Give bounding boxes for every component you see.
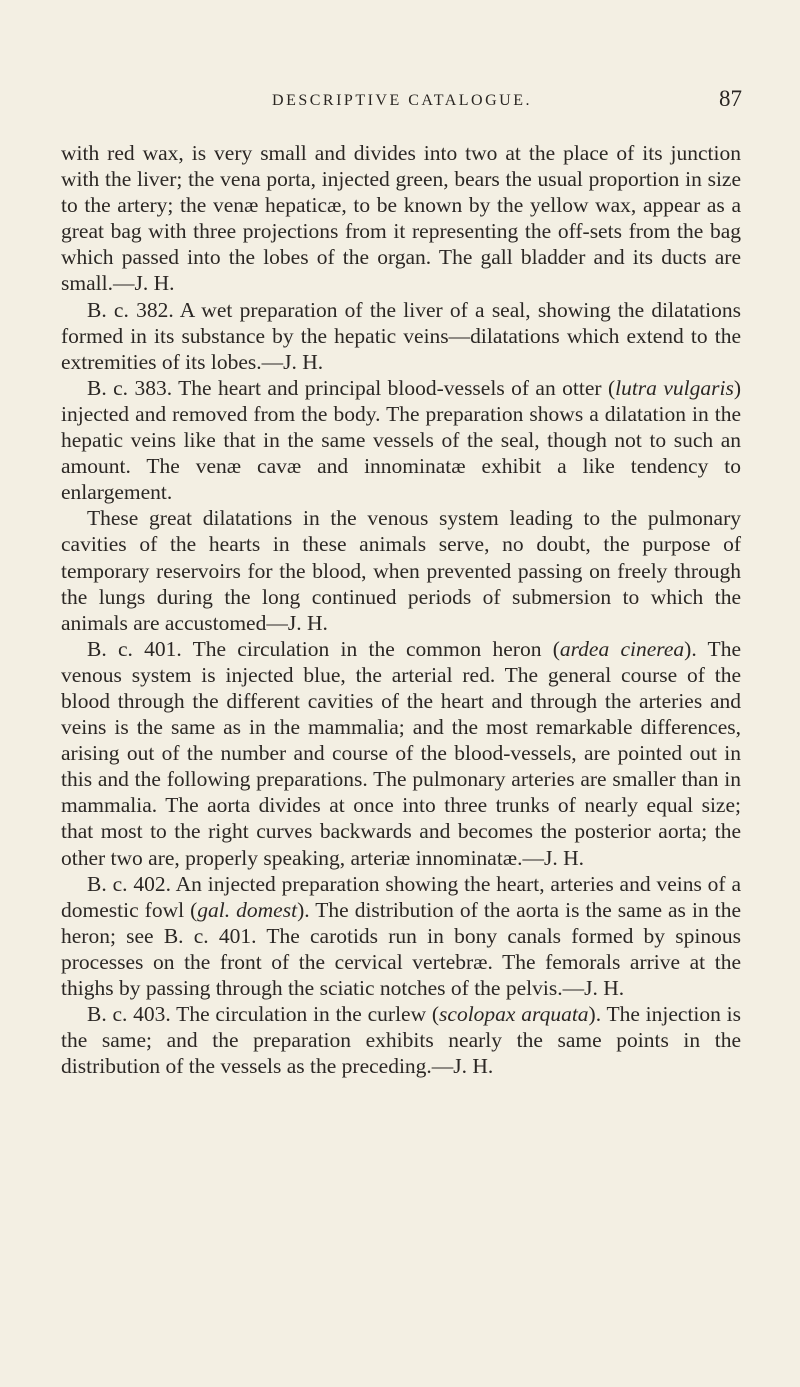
paragraph-text: ). The distribution of the aorta is the same as in the heron; see B. c. 401. The carotids run in bony canals formed by spinous processes on the front of the cervical vertebræ. The femorals arrive at the thighs by passing through the sciatic notches of the pelvis.—J. H. [61,897,741,1000]
species-name: ardea cinerea [559,636,685,661]
paragraph-text: B. c. 383. The heart and principal blood-vessels of an otter ( [87,375,616,400]
entry-bc-403 [61,1001,741,1079]
paragraph-text: ). The venous system is injected blue, the arterial red. The general course of the blood through the different cavities of the heart and through the arteries and veins is the same as in the mammalia; and the most remarkable differences, arising out of the number and course of the blood-vessels, are pointed out in this and the following preparations. The pulmonary arteries are smaller than in mammalia. The aorta divides at once into three trunks of nearly equal size; that most to the right curves backwards and becomes the posterior aorta; the other two are, properly speaking, arteriæ innominatæ.—J. H. [61,636,741,870]
paragraph-text: B. c. 401. The circulation in the common heron ( [87,636,560,661]
entry-bc-402 [61,871,741,1001]
running-head [62,86,742,116]
paragraph-text: B. c. 382. A wet preparation of the liver of a seal, showing the dilatations formed in its substance by the hepatic veins—dilatations which extend to the extremities of its lobes.—J. H. [61,297,741,374]
page-number: 87 [719,86,742,111]
entry-bc-382 [61,297,741,375]
species-name: gal. domest [197,897,298,922]
paragraph-text: with red wax, is very small and divides into two at the place of its junction with the liver; the vena porta, injected green, bears the usual proportion in size to the artery; the venæ hepaticæ, to be known by the yellow wax, appear as a great bag with three projections from it representing the off-sets from the bag which passed into the lobes of the organ. The gall bladder and its ducts are small.—J. H. [61,141,741,296]
paragraph-continued [61,140,741,297]
entry-bc-401 [61,636,741,871]
commentary-paragraph [61,505,741,635]
species-name: scolopax arquata [439,1002,589,1027]
paragraph-text: ). The injection is the same; and the preparation exhibits nearly the same points in the distribution of the vessels as the preceding.—J. H. [61,1002,742,1079]
running-title: DESCRIPTIVE CATALOGUE. [272,92,532,109]
paragraph-text: ) injected and removed from the body. The preparation shows a dilatation in the hepatic veins like that in the same vessels of the seal, though not to such an amount. The venæ cavæ and innominatæ exhibit a like tendency to enlargement. [61,375,741,505]
body-text [61,140,741,1079]
paragraph-text: These great dilatations in the venous system leading to the pulmonary cavities of the hearts in these animals serve, no doubt, the purpose of temporary reservoirs for the blood, when prevented passing on freely through the lungs during the long continued periods of submersion to which the animals are accustomed—J. H. [61,506,741,635]
entry-bc-383 [61,375,741,505]
paragraph-text: B. c. 402. An injected preparation showing the heart, arteries and veins of a domestic fowl ( [61,871,741,922]
species-name: lutra vulgaris [615,375,734,400]
paragraph-text: B. c. 403. The circulation in the curlew ( [87,1002,440,1027]
